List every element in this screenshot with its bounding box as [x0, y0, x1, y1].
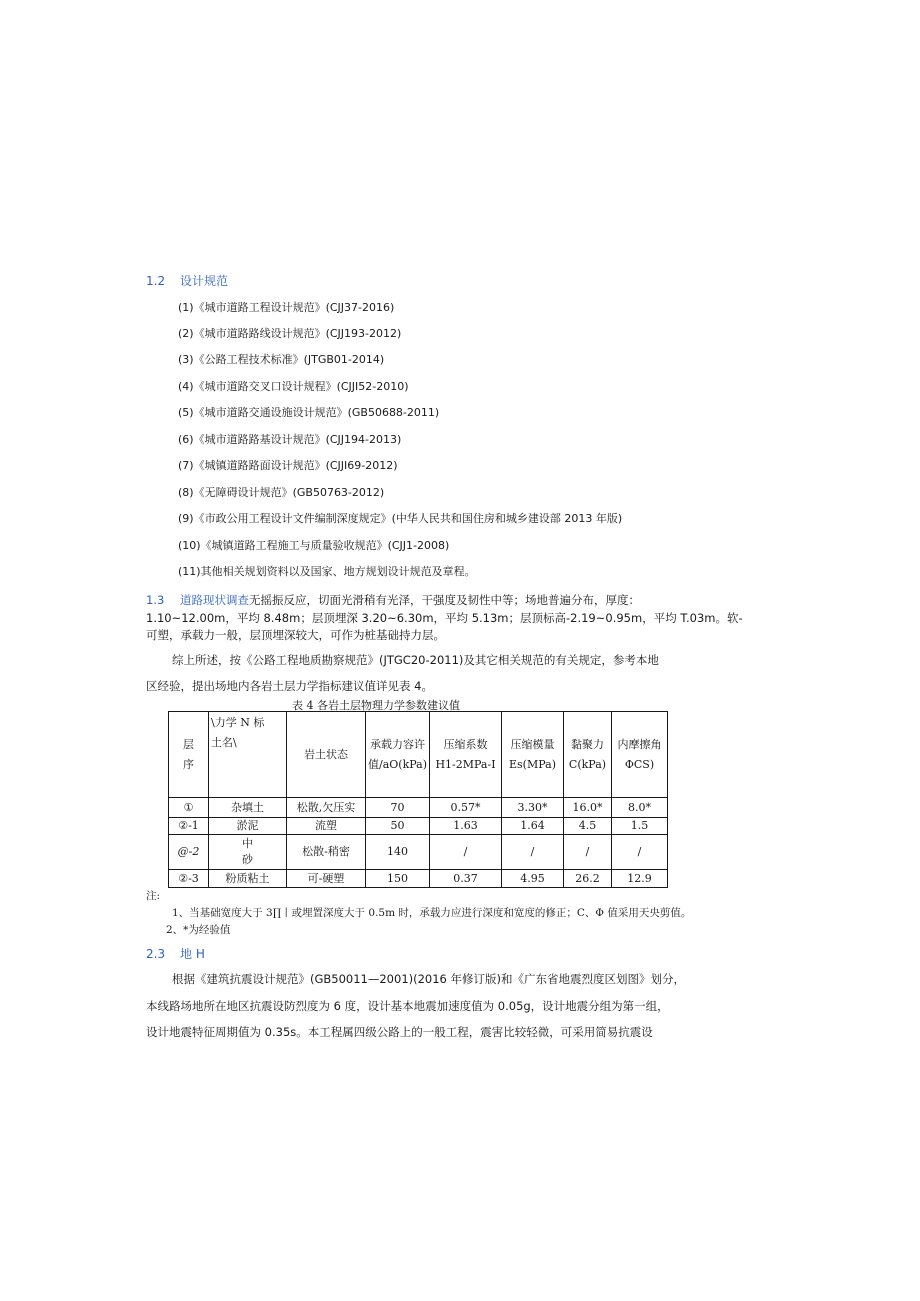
section-number: 1.2 [146, 274, 166, 288]
header-friction-angle: 内摩擦角 ΦCS) [612, 712, 668, 798]
paragraph-line: 可塑，承载力一般，层顶埋深较大，可作为桩基础持力层。 [146, 628, 445, 642]
header-state: 岩土状态 [287, 712, 366, 798]
header-compression-modulus: 压缩模量 Es(MPa) [502, 712, 564, 798]
reference-item: (3)《公路工程技术标准》(JTGB01-2014) [178, 353, 385, 366]
reference-item: (1)《城市道路工程设计规范》(CJJ37-2016) [178, 301, 395, 314]
section-number: 1.3 [146, 593, 165, 607]
table-row: ②-3 粉质粘土 可-硬塑 150 0.37 4.95 26.2 12.9 [169, 870, 668, 888]
paragraph-line: 综上所述，按《公路工程地质勘察规范》(JTGC20-2011)及其它相关规范的有关规定，参考本地 [172, 653, 659, 667]
paragraph-line: 根据《建筑抗震设计规范》(GB50011—2001)(2016 年修订版)和《广东省地震烈度区划图》划分， [172, 972, 686, 986]
table-row: @-2 中 砂 松散-稍密 140 / / / / [169, 835, 668, 870]
paragraph-line: 本线路场地所在地区抗震设防烈度为 6 度，设计基本地震加速度值为 0.05g，设计地震分组为第一组， [146, 999, 669, 1013]
reference-item: (9)《市政公用工程设计文件编制深度规定》(中华人民共和国住房和城乡建设部 2013 年版) [178, 512, 623, 525]
header-cohesion: 黏聚力 C(kPa) [564, 712, 612, 798]
reference-item: (10)《城镇道路工程施工与质量验收规范》(CJJ1-2008) [178, 539, 450, 552]
reference-item: (11)其他相关规划资料以及国家、地方规划设计规范及章程。 [178, 565, 476, 578]
header-layer: 层 序 [169, 712, 209, 798]
table-caption: 表 4 各岩土层物理力学参数建议值 [292, 699, 460, 712]
reference-item: (6)《城市道路路基设计规范》(CJJ194-2013) [178, 433, 402, 446]
soil-parameters-table [168, 711, 668, 888]
header-corner-cell: \力学 N 标 土名\ [209, 712, 287, 798]
paragraph-line: 设计地震特征周期值为 0.35s。本工程属四级公路上的一般工程，震害比较轻微，可采用简易抗震设 [146, 1025, 653, 1039]
section-1-3-line1 [146, 592, 640, 608]
paragraph-line: 区经验，提出场地内各岩土层力学指标建议值详见表 4。 [146, 679, 433, 693]
section-title: 设计规范 [180, 274, 229, 288]
header-bearing: 承载力容许 值/aO(kPa) [366, 712, 430, 798]
notes-label: 注: [146, 890, 161, 902]
table-row: ① 杂填土 松散,欠压实 70 0.57* 3.30* 16.0* 8.0* [169, 798, 668, 818]
section-1-2-heading [146, 272, 228, 289]
paragraph-line: 1.10~12.00m，平均 8.48m；层顶埋深 3.20~6.30m，平均 5.13m；层顶标高-2.19~0.95m，平均 T.03m。软- [146, 611, 743, 625]
reference-item: (4)《城市道路交叉口设计规程》(CJJI52-2010) [178, 380, 409, 393]
reference-item: (8)《无障碍设计规范》(GB50763-2012) [178, 486, 385, 499]
section-number: 2.3 [146, 947, 166, 961]
reference-item: (2)《城市道路路线设计规范》(CJJ193-2012) [178, 327, 402, 340]
note-line: 1、当基础宽度大于 3∏丨或埋置深度大于 0.5m 时，承载力应进行深度和宽度的修正；C、Φ 值采用天央剪值。 [172, 907, 692, 919]
reference-item: (7)《城镇道路路面设计规范》(CJJI69-2012) [178, 459, 398, 472]
table-header-row [169, 712, 668, 798]
table-row: ②-1 淤泥 流塑 50 1.63 1.64 4.5 1.5 [169, 818, 668, 835]
paragraph-text: 无摇振反应，切面光滑稍有光泽，干强度及韧性中等；场地普遍分布，厚度： [249, 593, 640, 607]
section-title: 地 H [180, 947, 205, 961]
section-2-3-heading [146, 945, 205, 962]
header-compression-coefficient: 压缩系数 H1-2MPa-I [430, 712, 502, 798]
section-title: 道路现状调查 [180, 593, 249, 607]
note-line: 2、*为经验值 [166, 924, 231, 936]
reference-item: (5)《城市道路交通设施设计规范》(GB50688-2011) [178, 406, 440, 419]
